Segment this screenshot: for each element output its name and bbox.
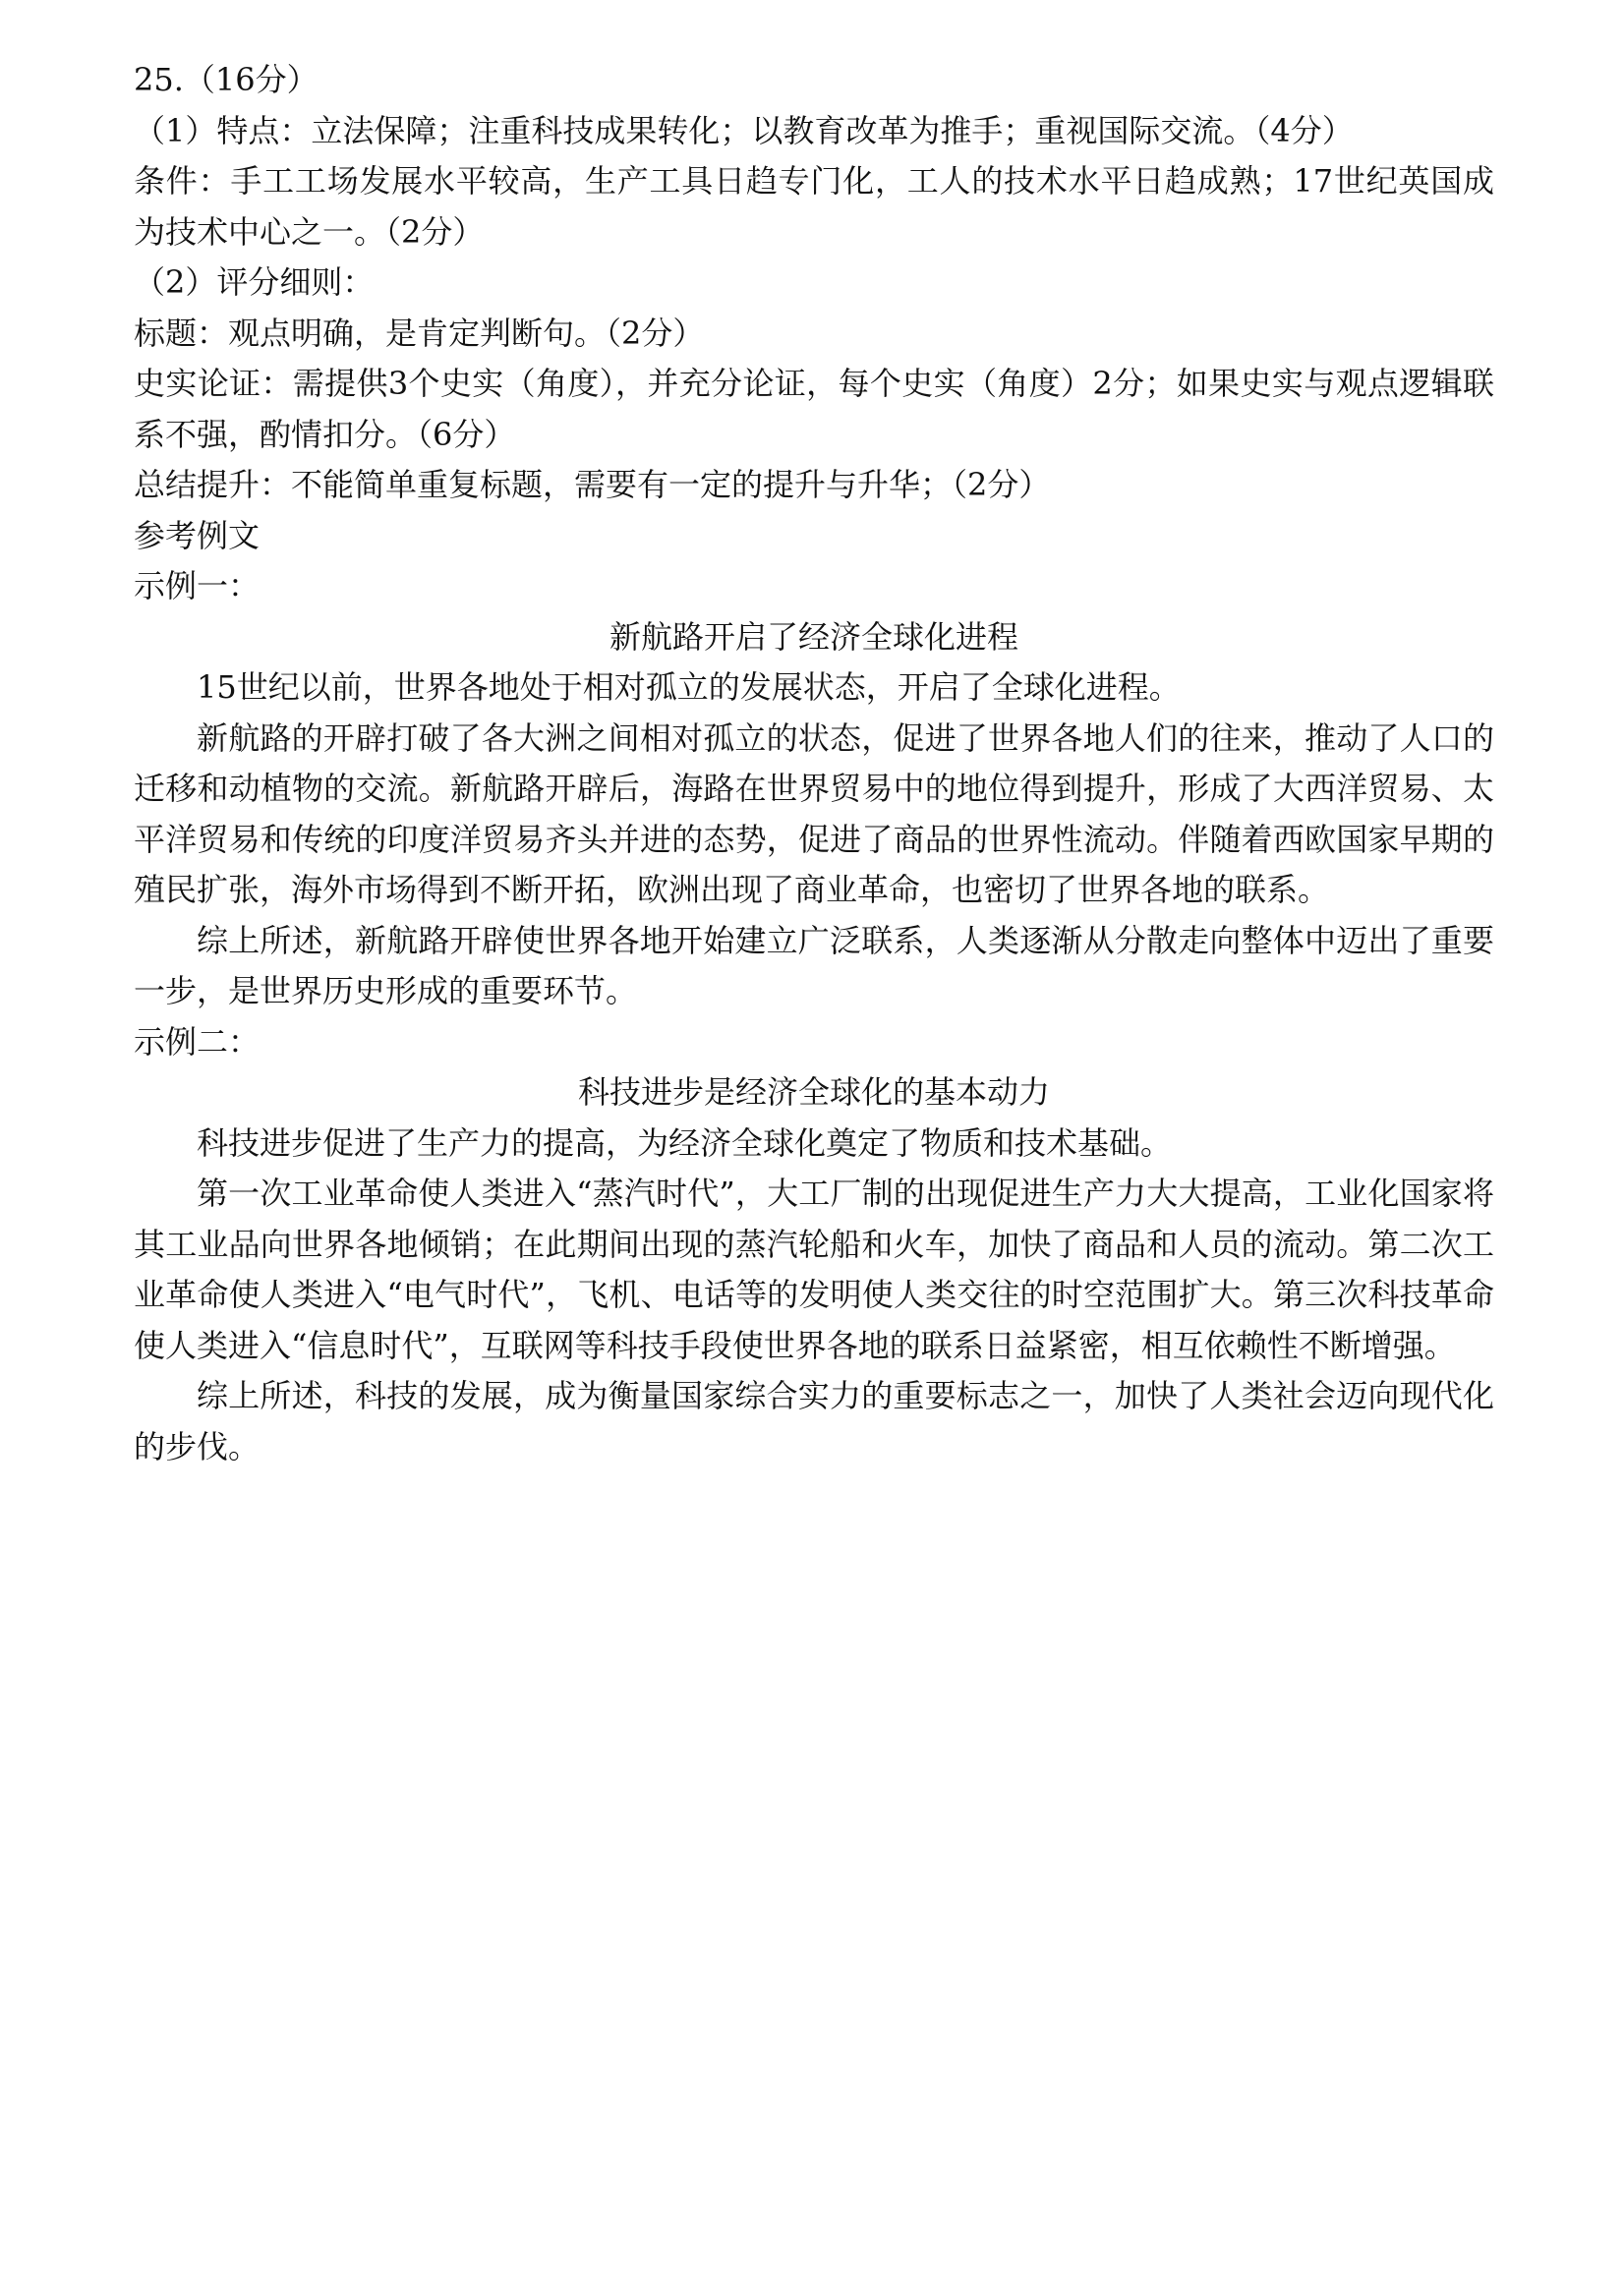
part1-features: （1）特点：立法保障；注重科技成果转化；以教育改革为推手；重视国际交流。（4分） [134,111,1354,149]
question-header: 25.（16分） [134,61,319,98]
example2-intro: 科技进步促进了生产力的提高，为经济全球化奠定了物质和技术基础。 [197,1123,1173,1162]
example1-conclusion: 综上所述，新航路开辟使世界各地开始建立广泛联系，人类逐渐从分散走向整体中迈出了重要一步，是世界历史形成的重要环节。 [134,921,1494,1009]
example1-intro: 15世纪以前，世界各地处于相对孤立的发展状态，开启了全球化进程。 [197,668,1181,706]
rule-facts: 史实论证：需提供3个史实（角度），并充分论证，每个史实（角度）2分；如果史实与观点逻辑联系不强，酌情扣分。（6分） [134,365,1494,453]
example1-label: 示例一： [134,567,261,604]
example2-label: 示例二： [134,1022,261,1061]
example1-body: 新航路的开辟打破了各大洲之间相对孤立的状态，促进了世界各地人们的往来，推动了人口的迁移和动植物的交流。新航路开辟后，海路在世界贸易中的地位得到提升，形成了大西洋贸易、太平洋贸易和传统的印度洋贸易齐头并进的态势，促进了商品的世界性流动。伴随着西欧国家早期的殖民扩张，海外市场得到不断开拓，欧洲出现了商业革命，也密切了世界各地的联系。 [134,718,1494,908]
answer-document [134,55,1494,1472]
rule-title: 标题：观点明确，是肯定判断句。（2分） [134,314,705,352]
part2-header: （2）评分细则： [134,263,375,301]
example2-conclusion: 综上所述，科技的发展，成为衡量国家综合实力的重要标志之一，加快了人类社会迈向现代化的步伐。 [134,1377,1494,1465]
example1-title: 新航路开启了经济全球化进程 [609,617,1018,656]
reference-label: 参考例文 [134,516,261,554]
example2-title: 科技进步是经济全球化的基本动力 [577,1073,1050,1111]
part1-conditions: 条件：手工工场发展水平较高，生产工具日趋专门化，工人的技术水平日趋成熟；17世纪英国成为技术中心之一。（2分） [134,162,1494,251]
example2-body: 第一次工业革命使人类进入“蒸汽时代”，大工厂制的出现促进生产力大大提高，工业化国家将其工业品向世界各地倾销；在此期间出现的蒸汽轮船和火车，加快了商品和人员的流动。第二次工业革命使人类进入“电气时代”，飞机、电话等的发明使人类交往的时空范围扩大。第三次科技革命使人类进入“信息时代”，互联网等科技手段使世界各地的联系日益紧密，相互依赖性不断增强。 [134,1175,1494,1364]
rule-summary: 总结提升：不能简单重复标题，需要有一定的提升与升华；（2分） [134,466,1051,503]
